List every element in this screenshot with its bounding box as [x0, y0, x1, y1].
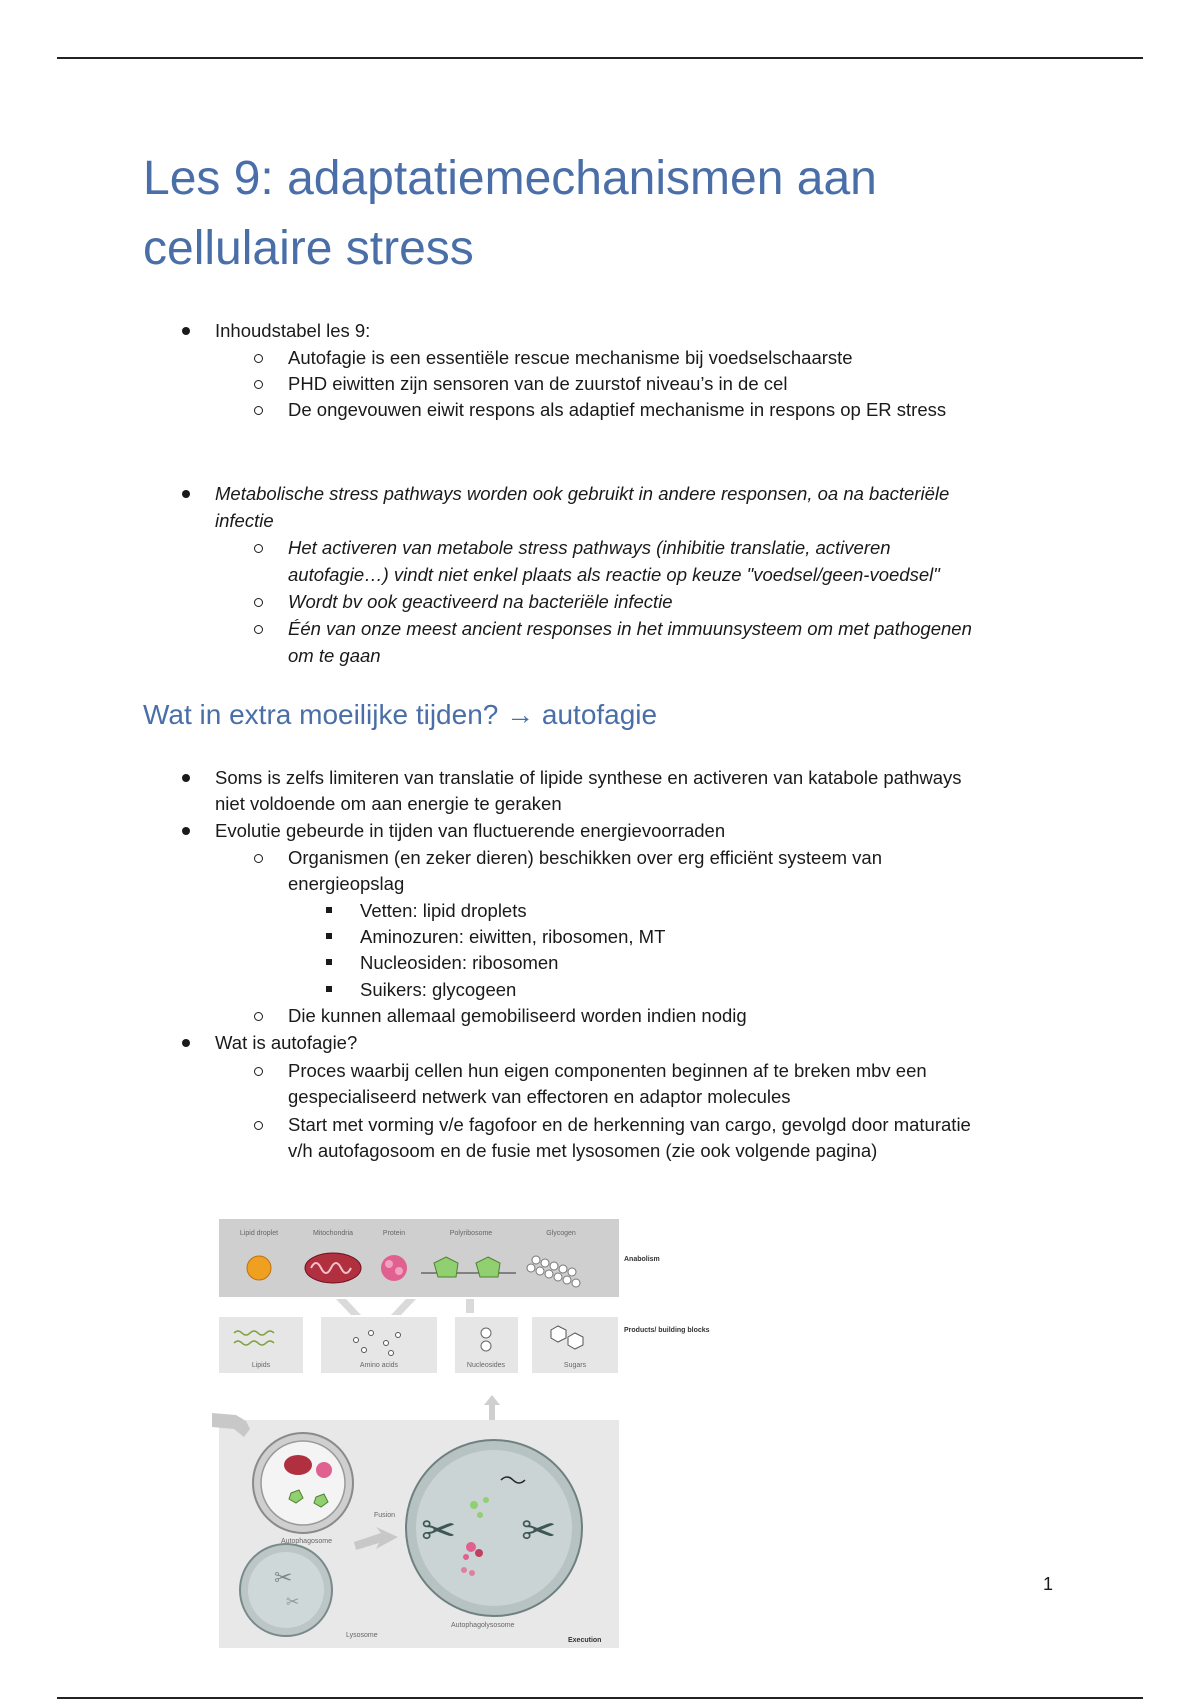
list-line: Organismen (en zeker dieren) beschikken over erg efficiënt systeem van: [288, 847, 882, 868]
label-polyribosome: Polyribosome: [449, 1230, 493, 1237]
list-line: Proces waarbij cellen hun eigen componenten beginnen af te breken mbv een: [288, 1060, 927, 1081]
sub-bullet: [254, 354, 263, 363]
label-autophagosome: Autophagosome: [281, 1538, 332, 1545]
bullet: [182, 827, 190, 835]
products-label: Products/ building blocks: [624, 1327, 710, 1334]
label-mitochondria: Mitochondria: [312, 1230, 354, 1237]
label-lipid-droplet: Lipid droplet: [239, 1230, 279, 1237]
list-line: Die kunnen allemaal gemobiliseerd worden indien nodig: [288, 1005, 747, 1026]
bullet: [182, 490, 190, 498]
autophagy-figure: [216, 1215, 710, 1650]
mitochondria-icon: [305, 1253, 361, 1283]
sub-bullet: [254, 854, 263, 863]
label-glycogen: Glycogen: [546, 1230, 576, 1237]
label-lipids: Lipids: [251, 1362, 271, 1369]
page-number: 1: [1043, 1574, 1054, 1594]
toc-item: Autofagie is een essentiële rescue mechanisme bij voedselschaarste: [288, 347, 853, 368]
square-bullet: [326, 959, 332, 965]
top-rule: [57, 57, 1143, 59]
toc-item: De ongevouwen eiwit respons als adaptief mechanisme in respons op ER stress: [288, 399, 947, 420]
metabolic-sub: Het activeren van metabole stress pathways (inhibitie translatie, activeren: [288, 537, 891, 558]
label-nucleosides: Nucleosides: [466, 1362, 506, 1369]
list-line: Evolutie gebeurde in tijden van fluctuerende energievoorraden: [215, 820, 726, 841]
sub-bullet: [254, 406, 263, 415]
scissors-icon: ✂: [421, 1506, 457, 1555]
list-line: energieopslag: [288, 873, 405, 894]
toc-item: PHD eiwitten zijn sensoren van de zuurstof niveau’s in de cel: [288, 373, 788, 394]
sub-bullet: [254, 544, 263, 553]
scissors-icon: ✂: [274, 1566, 293, 1591]
protein-icon: [381, 1255, 407, 1281]
up-arrows: [336, 1299, 474, 1315]
metabolic-sub: om te gaan: [288, 645, 381, 666]
list-line: niet voldoende om aan energie te geraken: [215, 793, 562, 814]
square-bullet: [326, 907, 332, 913]
label-protein: Protein: [382, 1230, 406, 1237]
label-lysosome: Lysosome: [346, 1632, 378, 1639]
bullet: [182, 1039, 190, 1047]
execution-label: Execution: [568, 1637, 602, 1644]
square-bullet: [326, 933, 332, 939]
autophagy-diagram: [216, 1215, 710, 1650]
toc-label: Inhoudstabel les 9:: [215, 320, 371, 341]
list-item: Vetten: lipid droplets: [360, 900, 527, 921]
label-amino-acids: Amino acids: [359, 1362, 399, 1369]
page-title: Les 9: adaptatiemechanismen aan cellulaire stress: [143, 152, 877, 275]
up-arrow-icon: [484, 1395, 500, 1420]
sub-bullet: [254, 598, 263, 607]
metabolic-line: Metabolische stress pathways worden ook gebruikt in andere responsen, oa na bacteriële: [215, 483, 950, 504]
list-line: v/h autofagosoom en de fusie met lysosomen (zie ook volgende pagina): [288, 1140, 878, 1161]
label-sugars: Sugars: [563, 1362, 587, 1369]
list-line: gespecialiseerd netwerk van effectoren en adaptor molecules: [288, 1086, 791, 1107]
sub-bullet: [254, 1012, 263, 1021]
metabolic-sub: Één van onze meest ancient responses in het immuunsysteem om met pathogenen: [288, 618, 972, 639]
label-autophagolysosome: Autophagolysosome: [451, 1622, 515, 1629]
bottom-rule: [57, 1697, 1143, 1699]
list-line: Soms is zelfs limiteren van translatie of lipide synthese en activeren van katabole pathways: [215, 767, 962, 788]
square-bullet: [326, 986, 332, 992]
list-line: Start met vorming v/e fagofoor en de herkenning van cargo, gevolgd door maturatie: [288, 1114, 971, 1135]
anabolism-label: Anabolism: [624, 1256, 660, 1263]
label-fusion: Fusion: [374, 1512, 396, 1519]
scissors-icon: ✂: [286, 1592, 300, 1611]
sub-bullet: [254, 625, 263, 634]
metabolic-sub: autofagie…) vindt niet enkel plaats als reactie op keuze "voedsel/geen-voedsel": [288, 564, 940, 585]
list-line: Wat is autofagie?: [215, 1032, 358, 1053]
list-item: Aminozuren: eiwitten, ribosomen, MT: [360, 926, 666, 947]
scissors-icon: ✂: [521, 1506, 557, 1555]
list-item: Suikers: glycogeen: [360, 979, 517, 1000]
metabolic-sub: Wordt bv ook geactiveerd na bacteriële infectie: [288, 591, 673, 612]
sub-bullet: [254, 1067, 263, 1076]
bullet: [182, 327, 190, 335]
section-heading: Wat in extra moeilijke tijden? → autofagie: [143, 699, 658, 730]
bullet: [182, 774, 190, 782]
lipid-droplet-icon: [247, 1256, 271, 1280]
sub-bullet: [254, 380, 263, 389]
list-item: Nucleosiden: ribosomen: [360, 952, 559, 973]
sub-bullet: [254, 1121, 263, 1130]
metabolic-line: infectie: [215, 510, 274, 531]
